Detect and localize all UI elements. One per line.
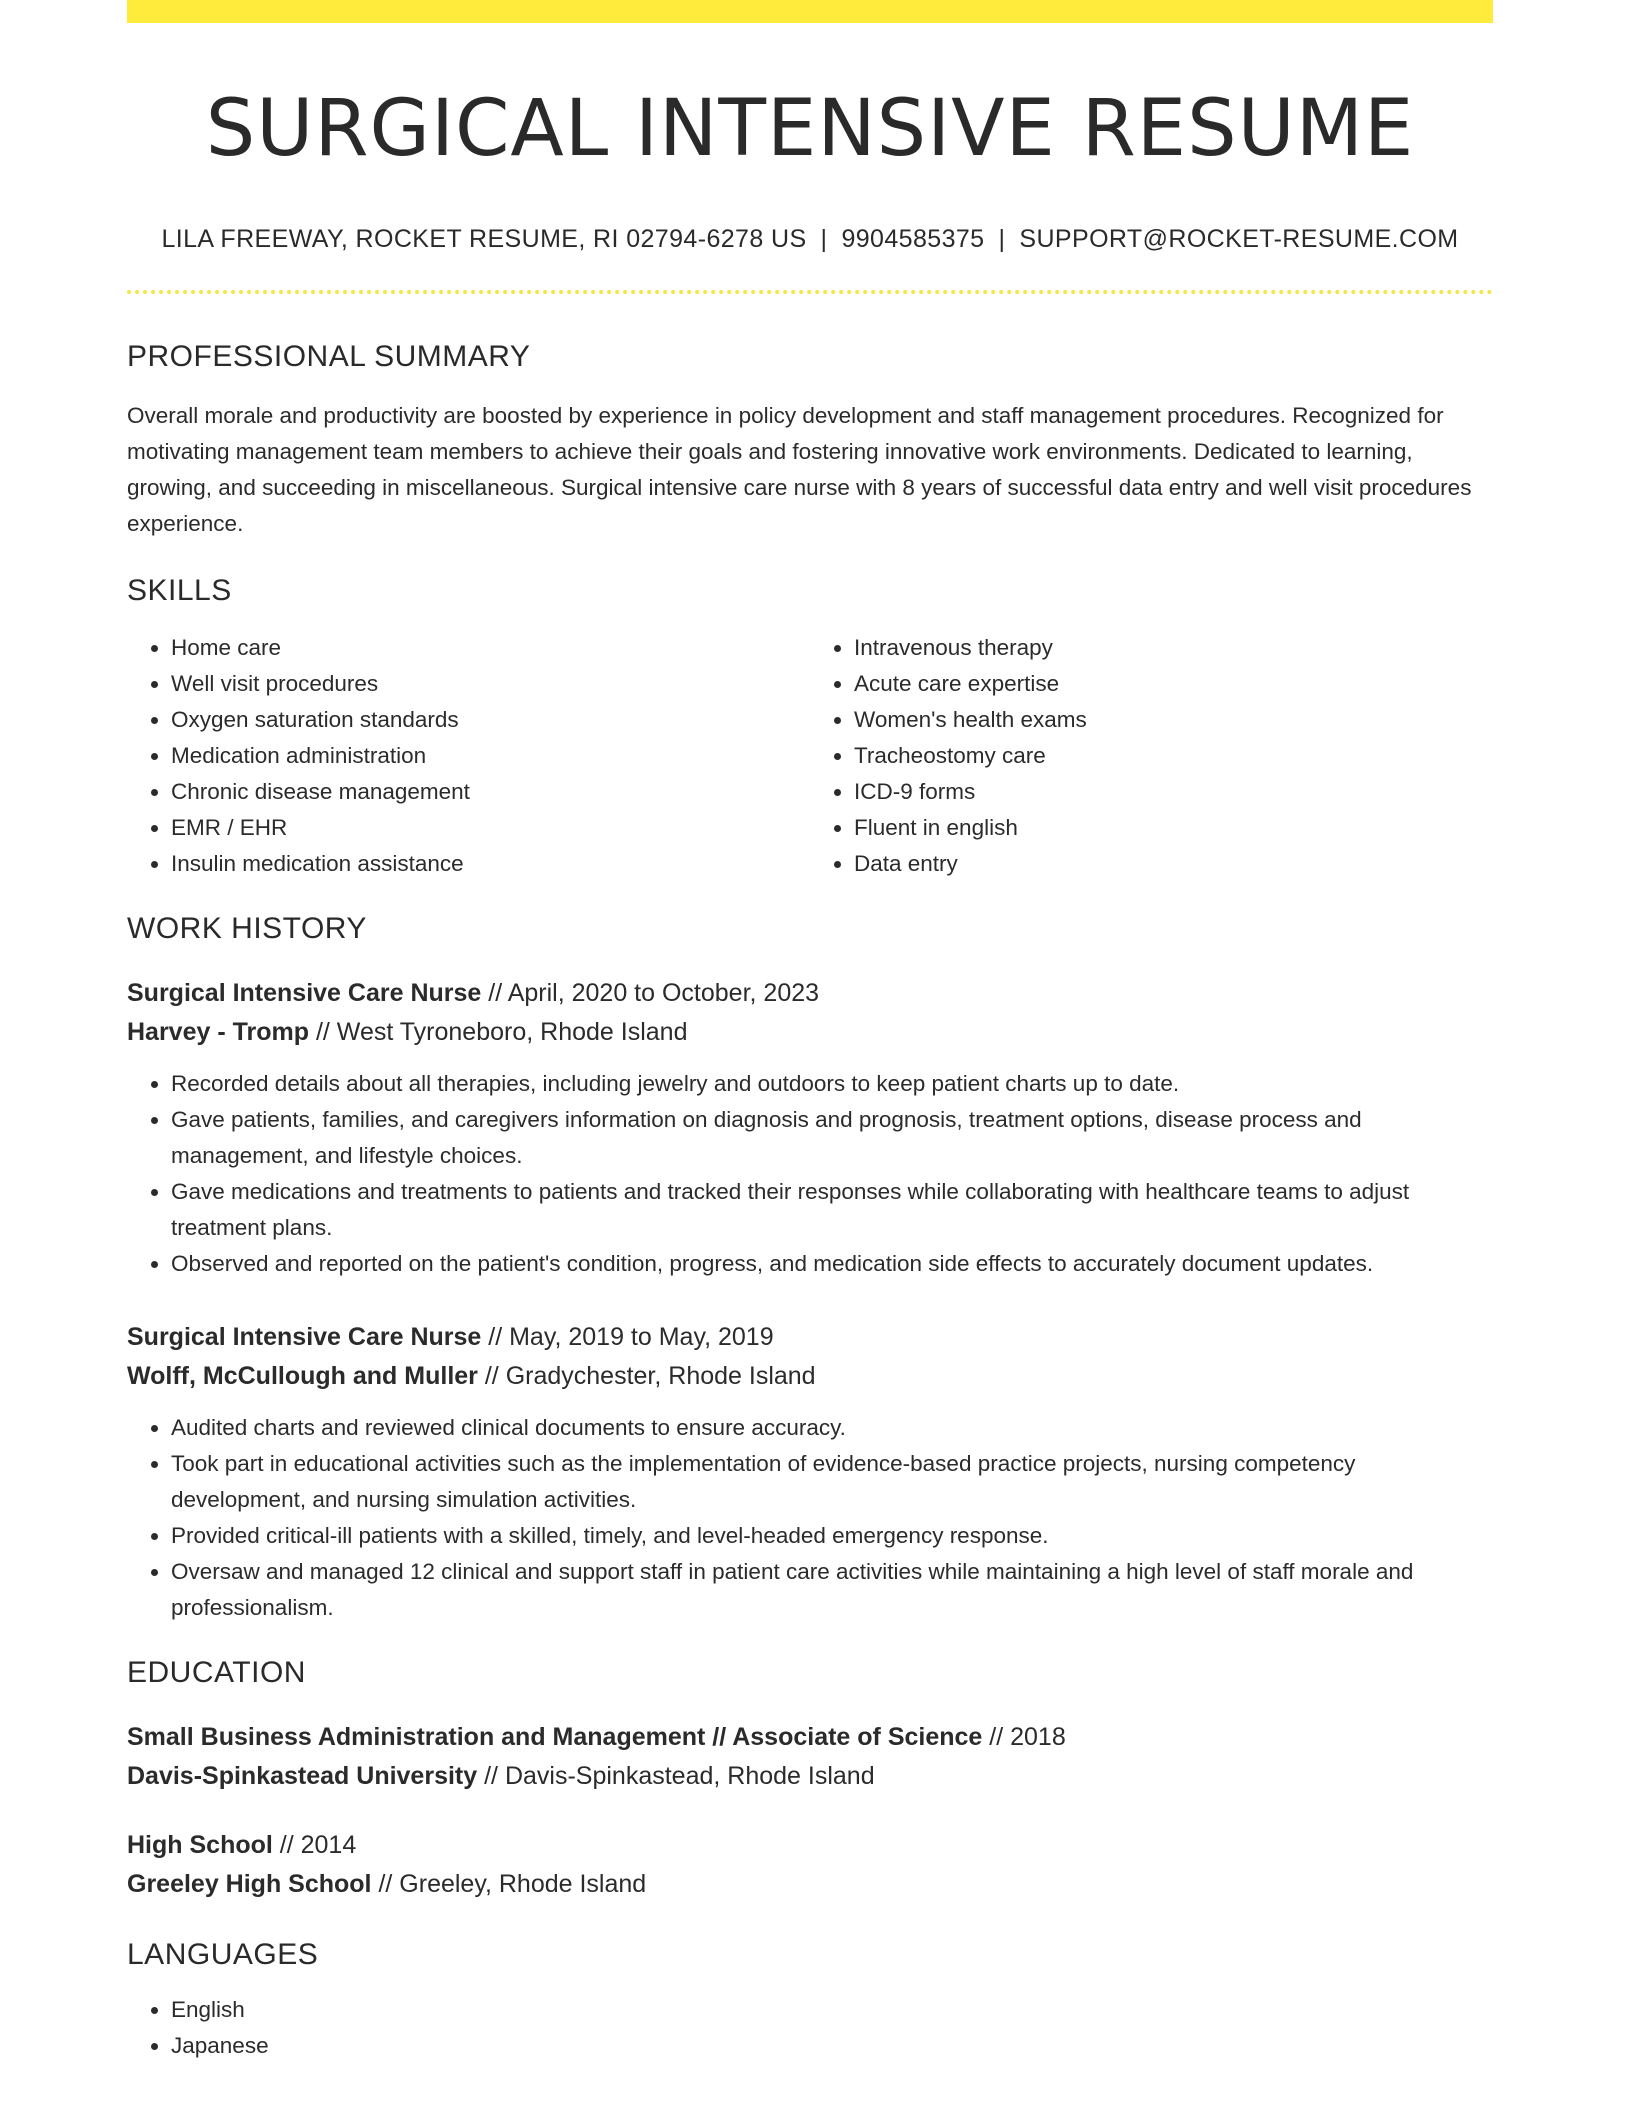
job-role: Surgical Intensive Care Nurse	[127, 978, 482, 1007]
language-item: • Japanese	[171, 2028, 1493, 2064]
skill-item: • Women's health exams	[854, 702, 1493, 738]
skill-item: • Well visit procedures	[171, 666, 810, 702]
education-school: Davis-Spinkastead University	[127, 1761, 478, 1790]
skill-item: • Fluent in english	[854, 810, 1493, 846]
language-item: • English	[171, 1992, 1493, 2028]
job-title-line	[127, 1318, 1493, 1357]
job-entry	[127, 1318, 1493, 1626]
contact-separator: |	[998, 224, 1006, 253]
job-location: // West Tyroneboro, Rhode Island	[309, 1017, 688, 1046]
education-school: Greeley High School	[127, 1869, 372, 1898]
education-degree: High School	[127, 1830, 273, 1859]
job-bullet: • Gave patients, families, and caregivers information on diagnosis and prognosis, treatment options, disease process and management, and lifestyle choices.	[171, 1102, 1493, 1174]
skill-item: • Chronic disease management	[171, 774, 810, 810]
work-history-heading: WORK HISTORY	[127, 911, 367, 945]
skill-item: • EMR / EHR	[171, 810, 810, 846]
contact-phone: 9904585375	[841, 224, 985, 253]
resume-title: SURGICAL INTENSIVE RESUME	[205, 84, 1415, 174]
summary-heading: PROFESSIONAL SUMMARY	[127, 339, 531, 373]
education-school-line	[127, 1865, 1493, 1904]
job-bullet: • Observed and reported on the patient's condition, progress, and medication side effects to accurately document updates.	[171, 1246, 1493, 1282]
job-employer-line	[127, 1013, 1493, 1052]
resume-page	[127, 0, 1493, 2064]
accent-bar	[127, 0, 1493, 23]
job-employer: Wolff, McCullough and Muller	[127, 1361, 478, 1390]
education-year: // 2014	[272, 1830, 357, 1859]
languages-list	[127, 1992, 1493, 2064]
languages-heading: LANGUAGES	[127, 1937, 319, 1971]
contact-email: SUPPORT@ROCKET-RESUME.COM	[1019, 224, 1459, 253]
skills-list	[127, 630, 1493, 882]
job-dates: // May, 2019 to May, 2019	[481, 1322, 774, 1351]
skill-item: • Oxygen saturation standards	[171, 702, 810, 738]
job-dates: // April, 2020 to October, 2023	[481, 978, 820, 1007]
education-entry	[127, 1718, 1493, 1796]
education-year: // 2018	[982, 1722, 1066, 1751]
skill-item: • Home care	[171, 630, 810, 666]
job-location: // Gradychester, Rhode Island	[477, 1361, 816, 1390]
header-divider	[127, 290, 1493, 294]
job-bullet: • Oversaw and managed 12 clinical and support staff in patient care activities while maintaining a high level of staff morale and professionalism.	[171, 1554, 1493, 1626]
education-school-line	[127, 1757, 1493, 1796]
skills-column-right	[810, 630, 1493, 882]
skill-item: • Acute care expertise	[854, 666, 1493, 702]
contact-line	[127, 225, 1493, 254]
skill-item: • Data entry	[854, 846, 1493, 882]
contact-separator: |	[820, 224, 828, 253]
skill-item: • Intravenous therapy	[854, 630, 1493, 666]
skill-item: • Medication administration	[171, 738, 810, 774]
skills-heading: SKILLS	[127, 573, 232, 607]
job-employer-line	[127, 1357, 1493, 1396]
summary-text: Overall morale and productivity are boosted by experience in policy development and staff management procedures. Recognized for motivating management team members to achieve their goals and fostering innovative work environments. Dedicated to learning, growing, and succeeding in miscellaneous. Surgical intensive care nurse with 8 years of successful data entry and well visit procedures experience.	[127, 402, 1472, 536]
job-bullet: • Gave medications and treatments to patients and tracked their responses while collaborating with healthcare teams to adjust treatment plans.	[171, 1174, 1493, 1246]
job-title-line	[127, 974, 1493, 1013]
skill-item: • Insulin medication assistance	[171, 846, 810, 882]
education-degree-line	[127, 1718, 1493, 1757]
education-location: // Greeley, Rhode Island	[371, 1869, 647, 1898]
job-bullet: • Took part in educational activities such as the implementation of evidence-based practice projects, nursing competency development, and nursing simulation activities.	[171, 1446, 1493, 1518]
education-entry	[127, 1826, 1493, 1904]
job-role: Surgical Intensive Care Nurse	[127, 1322, 482, 1351]
job-employer: Harvey - Tromp	[127, 1017, 310, 1046]
job-bullet: • Recorded details about all therapies, including jewelry and outdoors to keep patient charts up to date.	[171, 1066, 1493, 1102]
job-bullets	[127, 1066, 1493, 1282]
job-bullet: • Audited charts and reviewed clinical documents to ensure accuracy.	[171, 1410, 1493, 1446]
skill-item: • ICD-9 forms	[854, 774, 1493, 810]
skill-item: • Tracheostomy care	[854, 738, 1493, 774]
skills-column-left	[127, 630, 810, 882]
education-location: // Davis-Spinkastead, Rhode Island	[477, 1761, 875, 1790]
job-bullet: • Provided critical-ill patients with a skilled, timely, and level-headed emergency response.	[171, 1518, 1493, 1554]
contact-address: LILA FREEWAY, ROCKET RESUME, RI 02794-6278 US	[161, 224, 807, 253]
education-degree: Small Business Administration and Management // Associate of Science	[127, 1722, 983, 1751]
job-entry	[127, 974, 1493, 1282]
job-bullets	[127, 1410, 1493, 1626]
education-heading: EDUCATION	[127, 1655, 306, 1689]
education-degree-line	[127, 1826, 1493, 1865]
